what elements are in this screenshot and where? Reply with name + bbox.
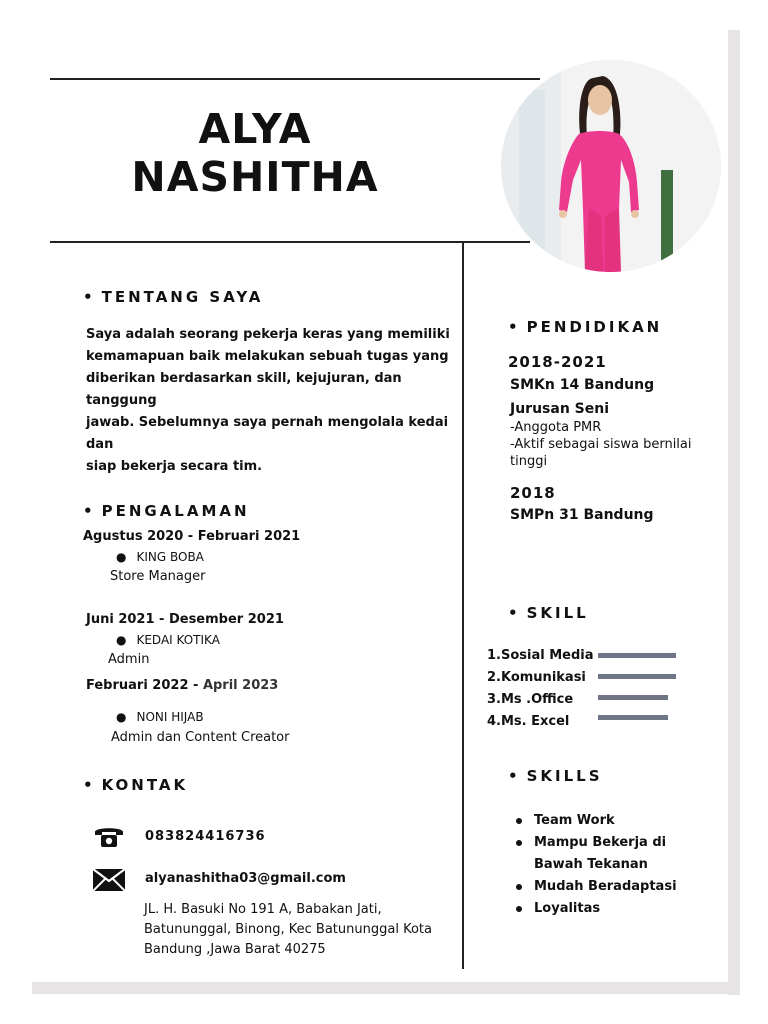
skills-item-continued: Bawah Tekanan: [534, 857, 648, 872]
education-year: 2018-2021: [508, 353, 607, 371]
skills-item: Loyalitas: [512, 898, 677, 920]
bullet-dot: •: [508, 318, 518, 336]
skill-heading: [508, 604, 589, 622]
experience-place-text: KEDAI KOTIKA: [136, 633, 220, 647]
address-line: Bandung ,Jawa Barat 40275: [144, 942, 326, 957]
page-shadow-right: [728, 30, 740, 995]
address: [144, 900, 432, 960]
skill-label: 1.Sosial Media: [487, 648, 594, 663]
page-shadow-bottom: [32, 982, 740, 994]
experience-place: ● KEDAI KOTIKA: [116, 633, 220, 647]
skills-item: Mampu Bekerja di: [512, 832, 677, 854]
experience-period-end: April 2023: [202, 678, 279, 693]
name-line-2: NASHITHA: [131, 153, 379, 201]
skills-heading: [508, 767, 603, 785]
header-bottom-rule: [50, 241, 530, 243]
skills-item: Mudah Beradaptasi: [512, 876, 677, 898]
skills-item: Team Work: [512, 810, 677, 832]
experience-place: ● NONI HIJAB: [116, 710, 204, 724]
phone-icon: [93, 824, 125, 852]
profile-photo: [501, 60, 721, 272]
mail-icon: [93, 869, 125, 895]
education-note: tinggi: [510, 454, 548, 469]
about-line: siap bekerja secara tim.: [86, 459, 263, 474]
education-school: SMPn 31 Bandung: [510, 507, 654, 523]
candidate-name: [100, 105, 410, 201]
bullet-dot: •: [508, 604, 518, 622]
skill-bar: [598, 674, 676, 679]
profile-photo-illustration: [501, 60, 721, 272]
about-line: kemamapuan baik melakukan sebuah tugas yang: [86, 349, 449, 364]
skills-list: [512, 810, 677, 920]
about-title: TENTANG SAYA: [101, 288, 264, 306]
experience-title: PENGALAMAN: [101, 502, 250, 520]
contact-title: KONTAK: [101, 776, 189, 794]
bullet-dot: •: [508, 767, 518, 785]
column-divider: [462, 241, 464, 969]
education-major: Jurusan Seni: [510, 401, 610, 417]
experience-place-text: KING BOBA: [136, 550, 204, 564]
skill-label: 3.Ms .Office: [487, 692, 574, 707]
skill-label: 4.Ms. Excel: [487, 714, 570, 729]
skill-bar: [598, 695, 668, 700]
education-heading: [508, 318, 662, 336]
about-line: diberikan berdasarkan skill, kejujuran, dan tanggung: [86, 371, 402, 408]
education-title: PENDIDIKAN: [526, 318, 663, 336]
phone-number[interactable]: 083824416736: [145, 829, 266, 844]
education-school: SMKn 14 Bandung: [510, 377, 655, 393]
bullet-dot: •: [83, 502, 93, 520]
about-line: Saya adalah seorang pekerja keras yang memiliki: [86, 327, 450, 342]
experience-heading: [83, 502, 250, 520]
experience-role: Store Manager: [110, 569, 206, 584]
experience-role: Admin: [108, 652, 150, 667]
experience-role: Admin dan Content Creator: [111, 730, 290, 745]
address-line: Batununggal, Binong, Kec Batununggal Kota: [144, 922, 432, 937]
education-year: 2018: [510, 484, 556, 502]
about-heading: [83, 288, 263, 306]
about-line: jawab. Sebelumnya saya pernah mengolala kedai dan: [86, 415, 449, 452]
experience-period: Juni 2021 - Desember 2021: [86, 612, 284, 627]
bullet-dot: •: [83, 288, 93, 306]
education-notes: [510, 419, 692, 470]
experience-period: Agustus 2020 - Februari 2021: [83, 529, 301, 544]
skill-bar: [598, 715, 668, 720]
address-line: JL. H. Basuki No 191 A, Babakan Jati,: [144, 902, 382, 917]
skill-label: 2.Komunikasi: [487, 670, 586, 685]
education-note: -Aktif sebagai siswa bernilai: [510, 437, 692, 452]
experience-place: ● KING BOBA: [116, 550, 204, 564]
skill-bar: [598, 653, 676, 658]
skills-title: SKILLS: [526, 767, 603, 785]
about-paragraph: [86, 324, 456, 478]
skill-title: SKILL: [526, 604, 589, 622]
contact-heading: [83, 776, 188, 794]
experience-period-start: Februari 2022 -: [86, 678, 203, 693]
education-note: -Anggota PMR: [510, 420, 602, 435]
experience-period: [86, 678, 278, 693]
name-line-1: ALYA: [198, 105, 312, 153]
email-address[interactable]: alyanashitha03@gmail.com: [145, 871, 346, 886]
header-top-rule: [50, 78, 540, 80]
experience-place-text: NONI HIJAB: [136, 710, 204, 724]
bullet-dot: •: [83, 776, 93, 794]
